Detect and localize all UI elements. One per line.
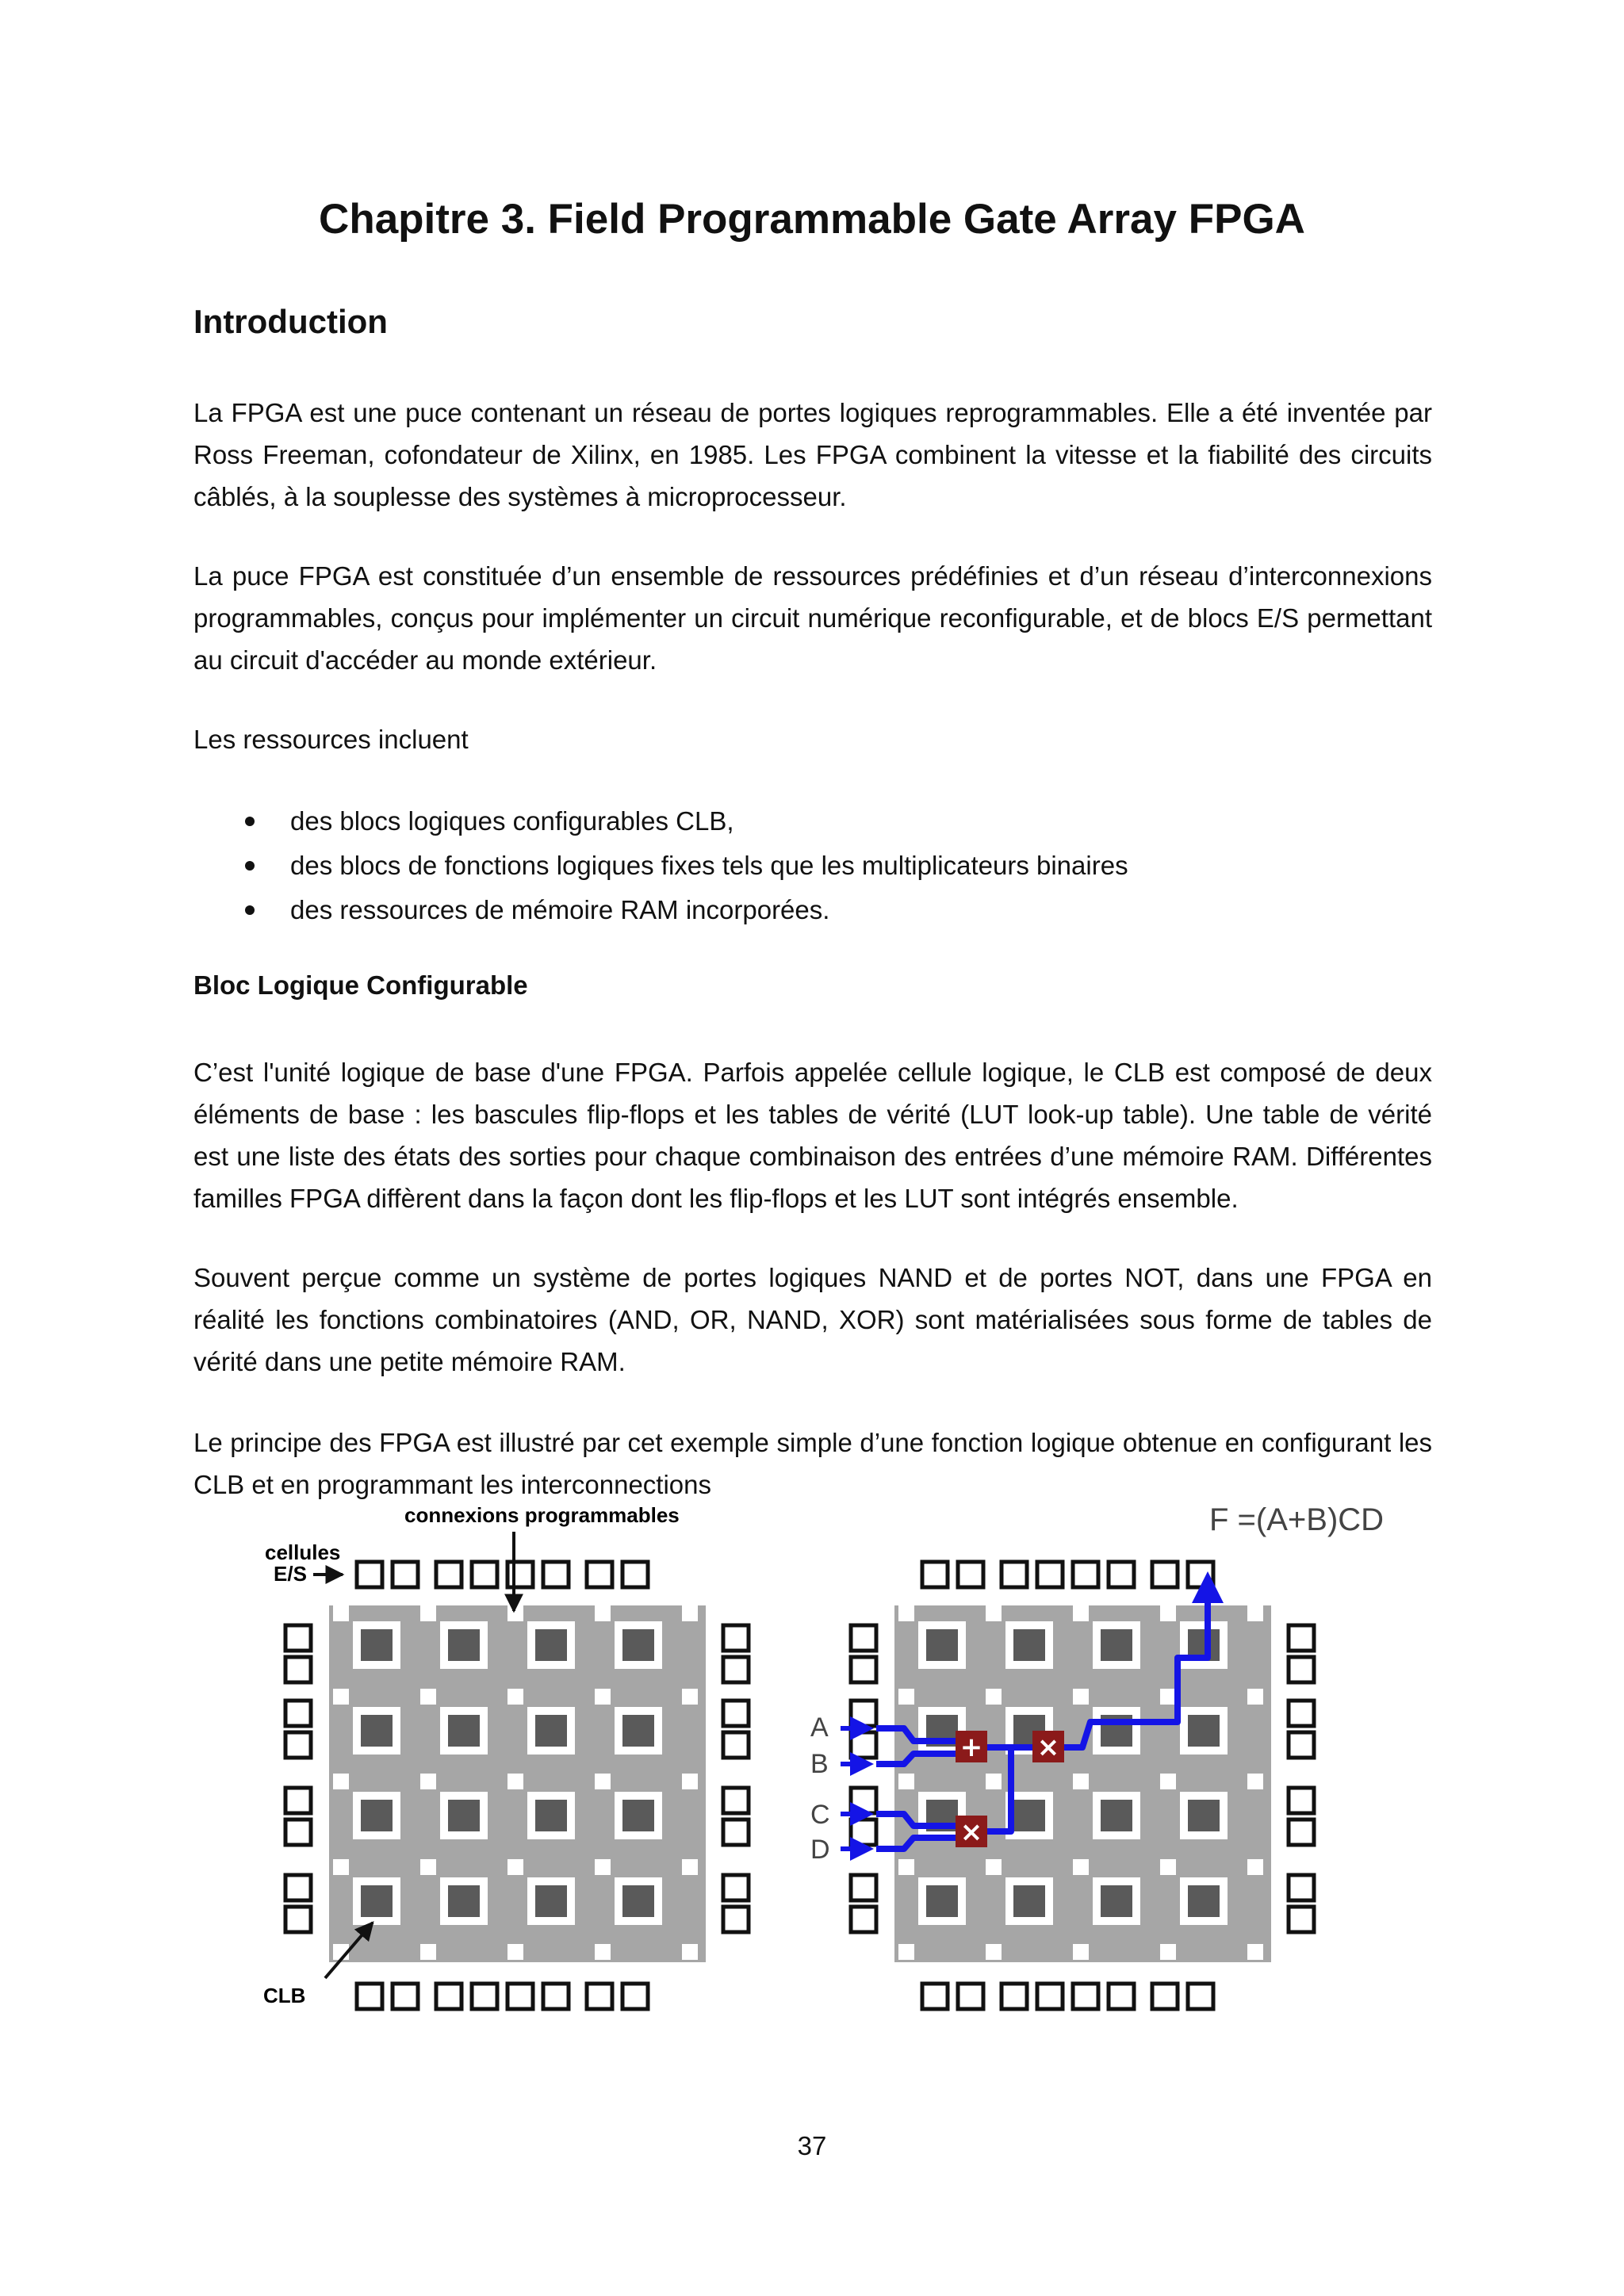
io-cell <box>723 1657 749 1682</box>
io-cell <box>851 1732 876 1758</box>
clb-block <box>448 1800 480 1831</box>
clb-block <box>361 1629 393 1661</box>
clb-block <box>1188 1800 1220 1831</box>
io-cell <box>1289 1732 1314 1758</box>
clb-block <box>448 1715 480 1747</box>
io-cell <box>285 1732 311 1758</box>
io-cell <box>851 1657 876 1682</box>
paragraph-clb: C’est l'unité logique de base d'une FPGA. Parfois appelée cellule logique, le CLB est composé de deux éléments de base : les bascules flip-flops et les tables de vérité (LUT look-up table). Une table de vérité est une liste des états des sorties pour chaque combinaison des entrées d’une mémoire RAM. Différentes familles FPGA diffèrent dans la façon dont les flip-flops et les LUT sont intégrés ensemble. <box>193 1058 1432 1213</box>
clb-block <box>535 1885 567 1917</box>
interconnect-node <box>595 1689 611 1705</box>
io-cell <box>587 1562 612 1587</box>
io-cell <box>472 1984 497 2009</box>
interconnect-node <box>595 1859 611 1875</box>
interconnect-node <box>333 1774 349 1789</box>
clb-block <box>535 1715 567 1747</box>
io-cell <box>1289 1701 1314 1726</box>
io-cell <box>1289 1625 1314 1651</box>
page-title: Chapitre 3. Field Programmable Gate Array FPGA <box>319 196 1305 243</box>
io-cell <box>357 1984 382 2009</box>
interconnect-node <box>1073 1859 1089 1875</box>
clb-block <box>622 1885 654 1917</box>
interconnect-node <box>508 1944 523 1960</box>
io-cell <box>1152 1562 1178 1587</box>
interconnect-node <box>682 1689 698 1705</box>
io-cell <box>285 1657 311 1682</box>
io-cell <box>723 1625 749 1651</box>
io-cell <box>851 1907 876 1932</box>
interconnect-node <box>682 1605 698 1621</box>
interconnect-node <box>333 1859 349 1875</box>
io-cell <box>723 1875 749 1900</box>
paragraph-lut: Souvent perçue comme un système de portes logiques NAND et de portes NOT, dans une FPGA en réalité les fonctions combinatoires (AND, OR, NAND, XOR) sont matérialisées sous forme de tables de vérité dans une petite mémoire RAM. <box>193 1263 1432 1376</box>
interconnect-node <box>1073 1944 1089 1960</box>
interconnect-node <box>1073 1689 1089 1705</box>
io-cell <box>1152 1984 1178 2009</box>
interconnect-node <box>420 1689 436 1705</box>
input-label-b: B <box>810 1749 829 1779</box>
clb-block <box>535 1800 567 1831</box>
io-cell <box>1289 1907 1314 1932</box>
clb-block <box>622 1715 654 1747</box>
interconnect-node <box>986 1944 1002 1960</box>
interconnect-node <box>595 1774 611 1789</box>
interconnect-node <box>1073 1774 1089 1789</box>
io-cell <box>851 1625 876 1651</box>
io-cell <box>472 1562 497 1587</box>
interconnect-node <box>420 1944 436 1960</box>
io-cell <box>851 1820 876 1845</box>
interconnect-node <box>1160 1774 1176 1789</box>
fpga-diagram-example <box>810 1502 1384 2009</box>
list-item: des ressources de mémoire RAM incorporées. <box>193 888 1128 932</box>
interconnect-node <box>898 1689 914 1705</box>
interconnect-node <box>986 1774 1002 1789</box>
io-cell <box>723 1907 749 1932</box>
fpga-diagram-generic <box>263 1503 749 2009</box>
io-cell <box>1073 1984 1098 2009</box>
io-cell <box>285 1820 311 1845</box>
io-cell <box>851 1701 876 1726</box>
io-cell <box>393 1562 418 1587</box>
clb-block <box>926 1885 958 1917</box>
io-cell <box>1073 1562 1098 1587</box>
io-cell <box>1037 1984 1063 2009</box>
clb-block <box>926 1629 958 1661</box>
interconnect-node <box>595 1944 611 1960</box>
input-label-c: C <box>810 1800 830 1830</box>
io-cell <box>622 1984 648 2009</box>
clb-block <box>1101 1885 1132 1917</box>
input-label-d: D <box>810 1835 830 1865</box>
io-cell <box>723 1820 749 1845</box>
io-cell <box>285 1907 311 1932</box>
io-cell <box>922 1562 948 1587</box>
interconnect-node <box>420 1605 436 1621</box>
interconnect-node <box>1247 1605 1263 1621</box>
clb-block <box>361 1885 393 1917</box>
io-cell <box>1289 1657 1314 1682</box>
label-es: E/S <box>274 1562 307 1586</box>
io-cell <box>393 1984 418 2009</box>
io-cell <box>1289 1788 1314 1813</box>
interconnect-node <box>898 1605 914 1621</box>
formula: F =(A+B)CD <box>1209 1502 1385 1537</box>
clb-block <box>361 1715 393 1747</box>
io-cell <box>543 1984 569 2009</box>
interconnect-node <box>1160 1944 1176 1960</box>
io-cell <box>436 1984 462 2009</box>
clb-block <box>622 1629 654 1661</box>
interconnect-node <box>986 1689 1002 1705</box>
interconnect-node <box>508 1859 523 1875</box>
input-label-a: A <box>810 1712 829 1743</box>
interconnect-node <box>1160 1689 1176 1705</box>
io-cell <box>587 1984 612 2009</box>
interconnect-node <box>420 1774 436 1789</box>
clb-block <box>1101 1800 1132 1831</box>
io-cell <box>1109 1984 1134 2009</box>
interconnect-node <box>898 1944 914 1960</box>
interconnect-node <box>986 1605 1002 1621</box>
interconnect-node <box>1160 1859 1176 1875</box>
io-cell <box>508 1984 533 2009</box>
interconnect-node <box>898 1774 914 1789</box>
interconnect-node <box>682 1774 698 1789</box>
list-item: des blocs logiques configurables CLB, <box>193 799 1128 844</box>
io-cell <box>723 1701 749 1726</box>
paragraph-intro: La FPGA est une puce contenant un réseau de portes logiques reprogrammables. Elle a été inventée par Ross Freeman, cofondateur de Xilinx, en 1985. Les FPGA combinent la vitesse et la fiabilité des circuits câblés, à la souplesse des systèmes à microprocesseur. <box>193 398 1432 511</box>
io-cell <box>285 1701 311 1726</box>
io-cell <box>723 1788 749 1813</box>
clb-block <box>448 1629 480 1661</box>
section-heading-clb: Bloc Logique Configurable <box>193 970 528 1000</box>
clb-block <box>1101 1629 1132 1661</box>
io-cell <box>285 1788 311 1813</box>
io-cell <box>1109 1562 1134 1587</box>
io-cell <box>622 1562 648 1587</box>
clb-block <box>1188 1885 1220 1917</box>
io-cell <box>436 1562 462 1587</box>
interconnect-node <box>986 1859 1002 1875</box>
interconnect-node <box>898 1859 914 1875</box>
io-cell <box>851 1788 876 1813</box>
interconnect-node <box>1160 1605 1176 1621</box>
io-cell <box>1289 1820 1314 1845</box>
interconnect-node <box>1247 1944 1263 1960</box>
interconnect-node <box>682 1944 698 1960</box>
io-cell <box>285 1625 311 1651</box>
io-cell <box>1002 1984 1027 2009</box>
interconnect-node <box>682 1859 698 1875</box>
io-cell <box>922 1984 948 2009</box>
list-item: des blocs de fonctions logiques fixes tels que les multiplicateurs binaires <box>193 844 1128 888</box>
clb-block <box>448 1885 480 1917</box>
label-cellules: cellules <box>265 1540 341 1564</box>
interconnect-node <box>595 1605 611 1621</box>
fpga-figure <box>206 1498 1427 2022</box>
io-cell <box>285 1875 311 1900</box>
io-cell <box>1188 1984 1213 2009</box>
section-heading-introduction: Introduction <box>193 303 388 340</box>
interconnect-node <box>508 1774 523 1789</box>
io-cell <box>357 1562 382 1587</box>
io-cell <box>851 1875 876 1900</box>
resources-list <box>193 799 1128 932</box>
paragraph-structure: La puce FPGA est constituée d’un ensemble de ressources prédéfinies et d’un réseau d’interconnexions programmables, conçus pour implémenter un circuit numérique reconfigurable, et de blocs E/S permettant au circuit d'accéder au monde extérieur. <box>193 561 1432 675</box>
clb-block <box>1013 1885 1045 1917</box>
gate-or-symbol: + <box>959 1732 983 1763</box>
io-cell <box>958 1984 983 2009</box>
paragraph-resources: Les ressources incluent <box>193 725 469 754</box>
clb-block <box>1013 1800 1045 1831</box>
interconnect-node <box>1247 1689 1263 1705</box>
interconnect-node <box>333 1689 349 1705</box>
io-cell <box>958 1562 983 1587</box>
label-clb: CLB <box>263 1984 306 2007</box>
io-cell <box>543 1562 569 1587</box>
clb-block <box>1013 1629 1045 1661</box>
clb-block <box>622 1800 654 1831</box>
io-cell <box>1002 1562 1027 1587</box>
io-cell <box>1037 1562 1063 1587</box>
interconnect-node <box>1247 1774 1263 1789</box>
interconnect-node <box>1073 1605 1089 1621</box>
interconnect-node <box>420 1859 436 1875</box>
interconnect-node <box>508 1689 523 1705</box>
gate-and-top-symbol: × <box>1036 1732 1060 1763</box>
clb-block <box>535 1629 567 1661</box>
page-number: 37 <box>797 2131 827 2160</box>
clb-block <box>361 1800 393 1831</box>
io-cell <box>508 1562 533 1587</box>
io-cell <box>1289 1875 1314 1900</box>
interconnect-node <box>333 1605 349 1621</box>
interconnect-node <box>1247 1859 1263 1875</box>
gate-and-bottom-symbol: × <box>959 1816 983 1848</box>
paragraph-example: Le principe des FPGA est illustré par cet exemple simple d’une fonction logique obtenue en configurant les CLB et en programmant les interconnections <box>193 1428 1432 1499</box>
clb-block <box>1188 1715 1220 1747</box>
label-connexions: connexions programmables <box>404 1503 680 1527</box>
io-cell <box>723 1732 749 1758</box>
